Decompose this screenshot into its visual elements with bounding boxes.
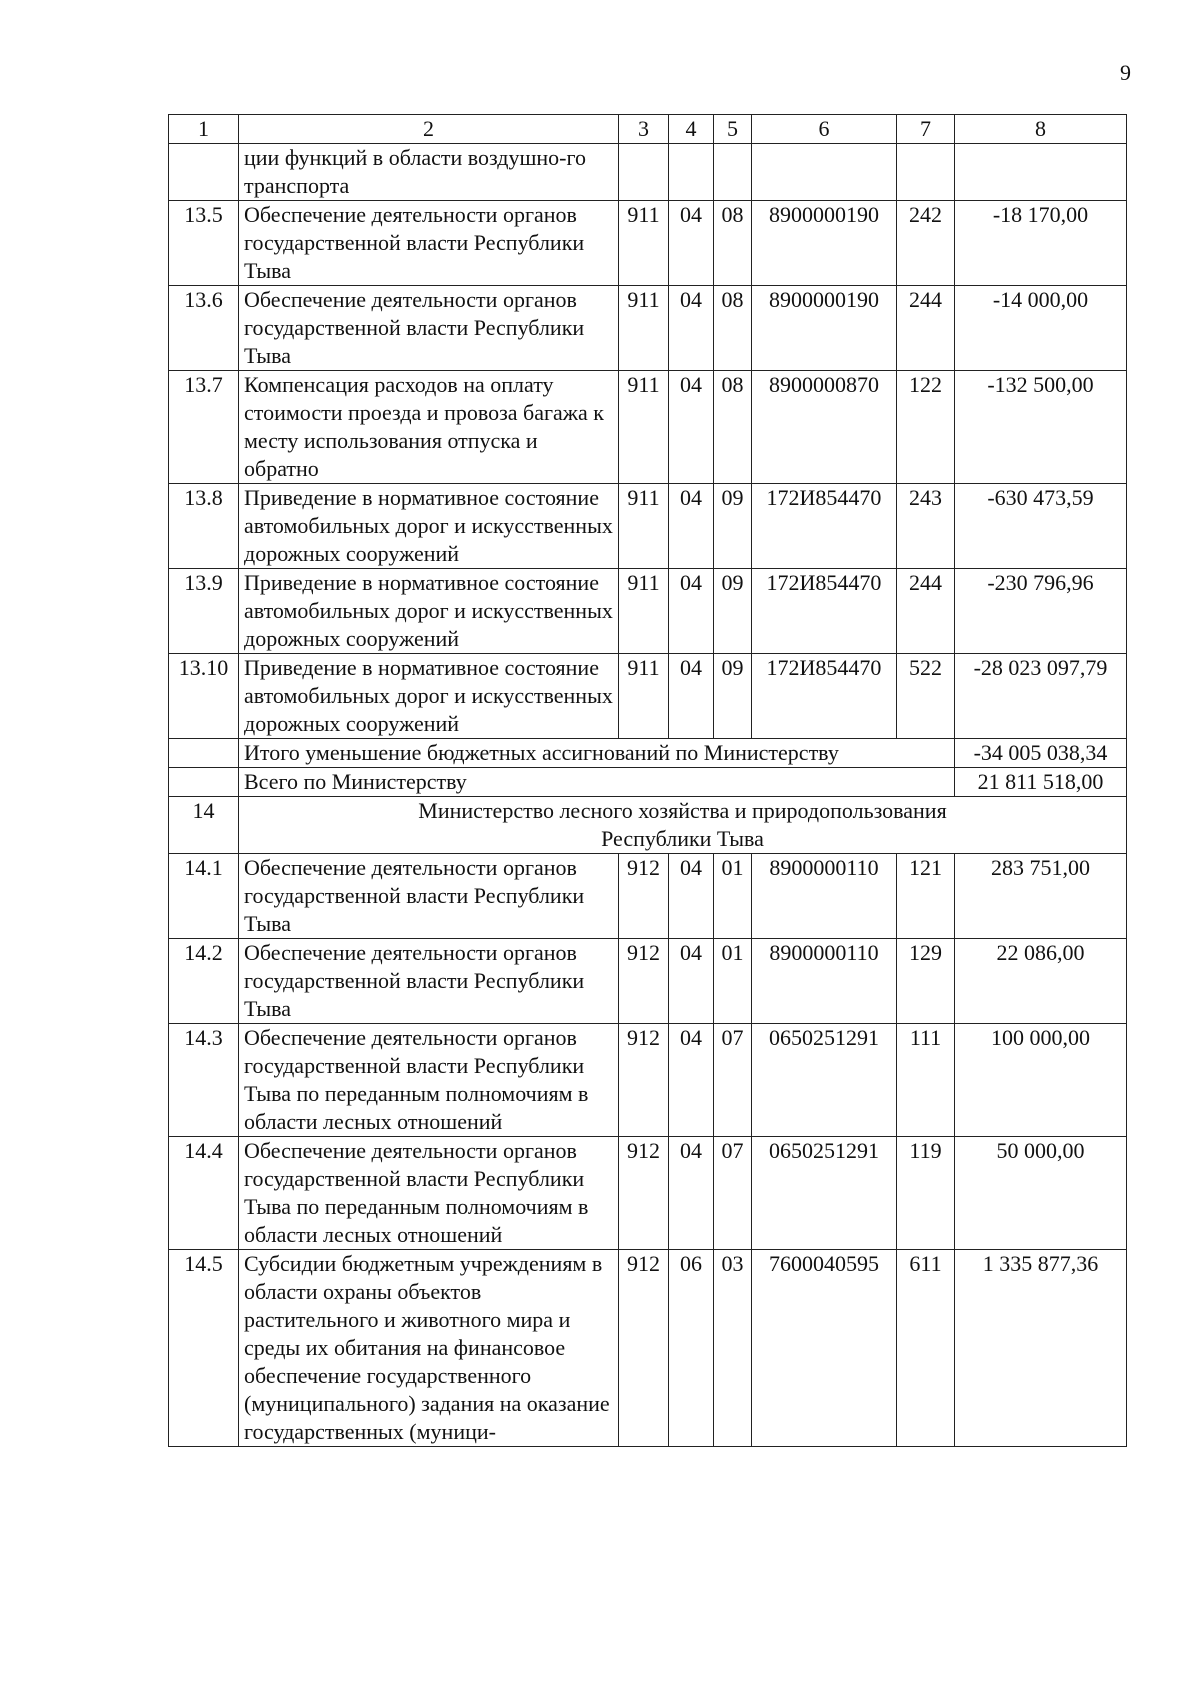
- header-cell: 3: [619, 115, 669, 144]
- code-cell: 911: [619, 484, 669, 569]
- code-cell: 244: [897, 569, 955, 654]
- header-cell: 2: [239, 115, 619, 144]
- table-row: [169, 569, 1127, 654]
- table-row: [169, 854, 1127, 939]
- row-number: 13.10: [169, 654, 239, 739]
- amount-cell: 283 751,00: [955, 854, 1127, 939]
- amount-cell: -132 500,00: [955, 371, 1127, 484]
- code-cell: 0650251291: [752, 1137, 897, 1250]
- code-cell: 911: [619, 654, 669, 739]
- empty-cell: [669, 144, 714, 201]
- row-number: 14.3: [169, 1024, 239, 1137]
- code-cell: 01: [714, 939, 752, 1024]
- row-number: 13.9: [169, 569, 239, 654]
- row-number: 13.8: [169, 484, 239, 569]
- row-description: Субсидии бюджетным учреждениям в области охраны объектов растительного и животного мира и среды их обитания на финансовое обеспечение государственного (муниципального) задания на оказание государственных (муници-: [239, 1250, 619, 1447]
- code-cell: 8900000190: [752, 286, 897, 371]
- code-cell: 09: [714, 484, 752, 569]
- code-cell: 0650251291: [752, 1024, 897, 1137]
- table-row: [169, 939, 1127, 1024]
- row-description: Приведение в нормативное состояние автомобильных дорог и искусственных дорожных сооружений: [239, 654, 619, 739]
- header-cell: 5: [714, 115, 752, 144]
- code-cell: 611: [897, 1250, 955, 1447]
- table-row: [169, 654, 1127, 739]
- code-cell: 07: [714, 1137, 752, 1250]
- amount-cell: 100 000,00: [955, 1024, 1127, 1137]
- code-cell: 09: [714, 654, 752, 739]
- section-number: 14: [169, 797, 239, 854]
- code-cell: 08: [714, 286, 752, 371]
- empty-cell: [752, 144, 897, 201]
- budget-table-body: [169, 115, 1127, 1447]
- code-cell: 172И854470: [752, 654, 897, 739]
- header-cell: 8: [955, 115, 1127, 144]
- total-decrease-row: [169, 739, 1127, 768]
- code-cell: 172И854470: [752, 484, 897, 569]
- code-cell: 911: [619, 569, 669, 654]
- code-cell: 111: [897, 1024, 955, 1137]
- row-description: Обеспечение деятельности органов государственной власти Республики Тыва: [239, 854, 619, 939]
- code-cell: 03: [714, 1250, 752, 1447]
- code-cell: 04: [669, 654, 714, 739]
- page-number: 9: [1120, 60, 1131, 85]
- code-cell: 04: [669, 371, 714, 484]
- table-row: [169, 371, 1127, 484]
- table-row: [169, 484, 1127, 569]
- amount-cell: -28 023 097,79: [955, 654, 1127, 739]
- row-number: 14.2: [169, 939, 239, 1024]
- header-cell: 6: [752, 115, 897, 144]
- code-cell: 04: [669, 286, 714, 371]
- code-cell: 119: [897, 1137, 955, 1250]
- row-description: Компенсация расходов на оплату стоимости проезда и провоза багажа к месту использования отпуска и обратно: [239, 371, 619, 484]
- row-number: 14.5: [169, 1250, 239, 1447]
- table-row: [169, 286, 1127, 371]
- empty-cell: [714, 144, 752, 201]
- code-cell: 522: [897, 654, 955, 739]
- total-decrease-value: -34 005 038,34: [955, 739, 1127, 768]
- code-cell: 04: [669, 1137, 714, 1250]
- code-cell: 01: [714, 854, 752, 939]
- code-cell: 244: [897, 286, 955, 371]
- row-description: Обеспечение деятельности органов государственной власти Республики Тыва: [239, 939, 619, 1024]
- empty-cell: [955, 144, 1127, 201]
- table-row: [169, 1137, 1127, 1250]
- table-row: [169, 1024, 1127, 1137]
- table-header-row: [169, 115, 1127, 144]
- total-decrease-label: Итого уменьшение бюджетных ассигнований по Министерству: [239, 739, 955, 768]
- code-cell: 8900000190: [752, 201, 897, 286]
- row-number: 14.4: [169, 1137, 239, 1250]
- code-cell: 129: [897, 939, 955, 1024]
- code-cell: 912: [619, 1137, 669, 1250]
- code-cell: 122: [897, 371, 955, 484]
- code-cell: 172И854470: [752, 569, 897, 654]
- code-cell: 8900000870: [752, 371, 897, 484]
- code-cell: 04: [669, 854, 714, 939]
- header-cell: 7: [897, 115, 955, 144]
- code-cell: 121: [897, 854, 955, 939]
- code-cell: 04: [669, 939, 714, 1024]
- section-title: Министерство лесного хозяйства и природопользования Республики Тыва: [239, 797, 1127, 854]
- code-cell: 911: [619, 286, 669, 371]
- header-cell: 4: [669, 115, 714, 144]
- row-description: Приведение в нормативное состояние автомобильных дорог и искусственных дорожных сооружений: [239, 569, 619, 654]
- code-cell: 04: [669, 1024, 714, 1137]
- empty-cell: [897, 144, 955, 201]
- budget-table: [168, 114, 1127, 1447]
- code-cell: 8900000110: [752, 854, 897, 939]
- header-cell: 1: [169, 115, 239, 144]
- amount-cell: -630 473,59: [955, 484, 1127, 569]
- amount-cell: -18 170,00: [955, 201, 1127, 286]
- code-cell: 8900000110: [752, 939, 897, 1024]
- total-ministry-row: [169, 768, 1127, 797]
- amount-cell: 1 335 877,36: [955, 1250, 1127, 1447]
- table-row: [169, 1250, 1127, 1447]
- continuation-row: [169, 144, 1127, 201]
- row-description: Обеспечение деятельности органов государственной власти Республики Тыва по переданным полномочиям в области лесных отношений: [239, 1137, 619, 1250]
- code-cell: 07: [714, 1024, 752, 1137]
- empty-cell: [169, 144, 239, 201]
- amount-cell: 22 086,00: [955, 939, 1127, 1024]
- code-cell: 912: [619, 1250, 669, 1447]
- row-description: Обеспечение деятельности органов государственной власти Республики Тыва: [239, 286, 619, 371]
- code-cell: 243: [897, 484, 955, 569]
- code-cell: 09: [714, 569, 752, 654]
- row-description: Обеспечение деятельности органов государственной власти Республики Тыва: [239, 201, 619, 286]
- code-cell: 08: [714, 201, 752, 286]
- code-cell: 242: [897, 201, 955, 286]
- code-cell: 912: [619, 939, 669, 1024]
- code-cell: 04: [669, 201, 714, 286]
- code-cell: 06: [669, 1250, 714, 1447]
- total-ministry-label: Всего по Министерству: [239, 768, 955, 797]
- row-number: 13.7: [169, 371, 239, 484]
- code-cell: 04: [669, 569, 714, 654]
- empty-cell: [169, 739, 239, 768]
- table-row: [169, 201, 1127, 286]
- code-cell: 911: [619, 201, 669, 286]
- code-cell: 911: [619, 371, 669, 484]
- total-ministry-value: 21 811 518,00: [955, 768, 1127, 797]
- amount-cell: -14 000,00: [955, 286, 1127, 371]
- empty-cell: [169, 768, 239, 797]
- code-cell: 04: [669, 484, 714, 569]
- row-description: Приведение в нормативное состояние автомобильных дорог и искусственных дорожных сооружений: [239, 484, 619, 569]
- row-number: 13.5: [169, 201, 239, 286]
- continuation-text: ции функций в области воздушно-го транспорта: [239, 144, 619, 201]
- row-description: Обеспечение деятельности органов государственной власти Республики Тыва по переданным полномочиям в области лесных отношений: [239, 1024, 619, 1137]
- code-cell: 7600040595: [752, 1250, 897, 1447]
- row-number: 14.1: [169, 854, 239, 939]
- amount-cell: 50 000,00: [955, 1137, 1127, 1250]
- amount-cell: -230 796,96: [955, 569, 1127, 654]
- section-header-row: [169, 797, 1127, 854]
- row-number: 13.6: [169, 286, 239, 371]
- code-cell: 912: [619, 1024, 669, 1137]
- empty-cell: [619, 144, 669, 201]
- code-cell: 912: [619, 854, 669, 939]
- code-cell: 08: [714, 371, 752, 484]
